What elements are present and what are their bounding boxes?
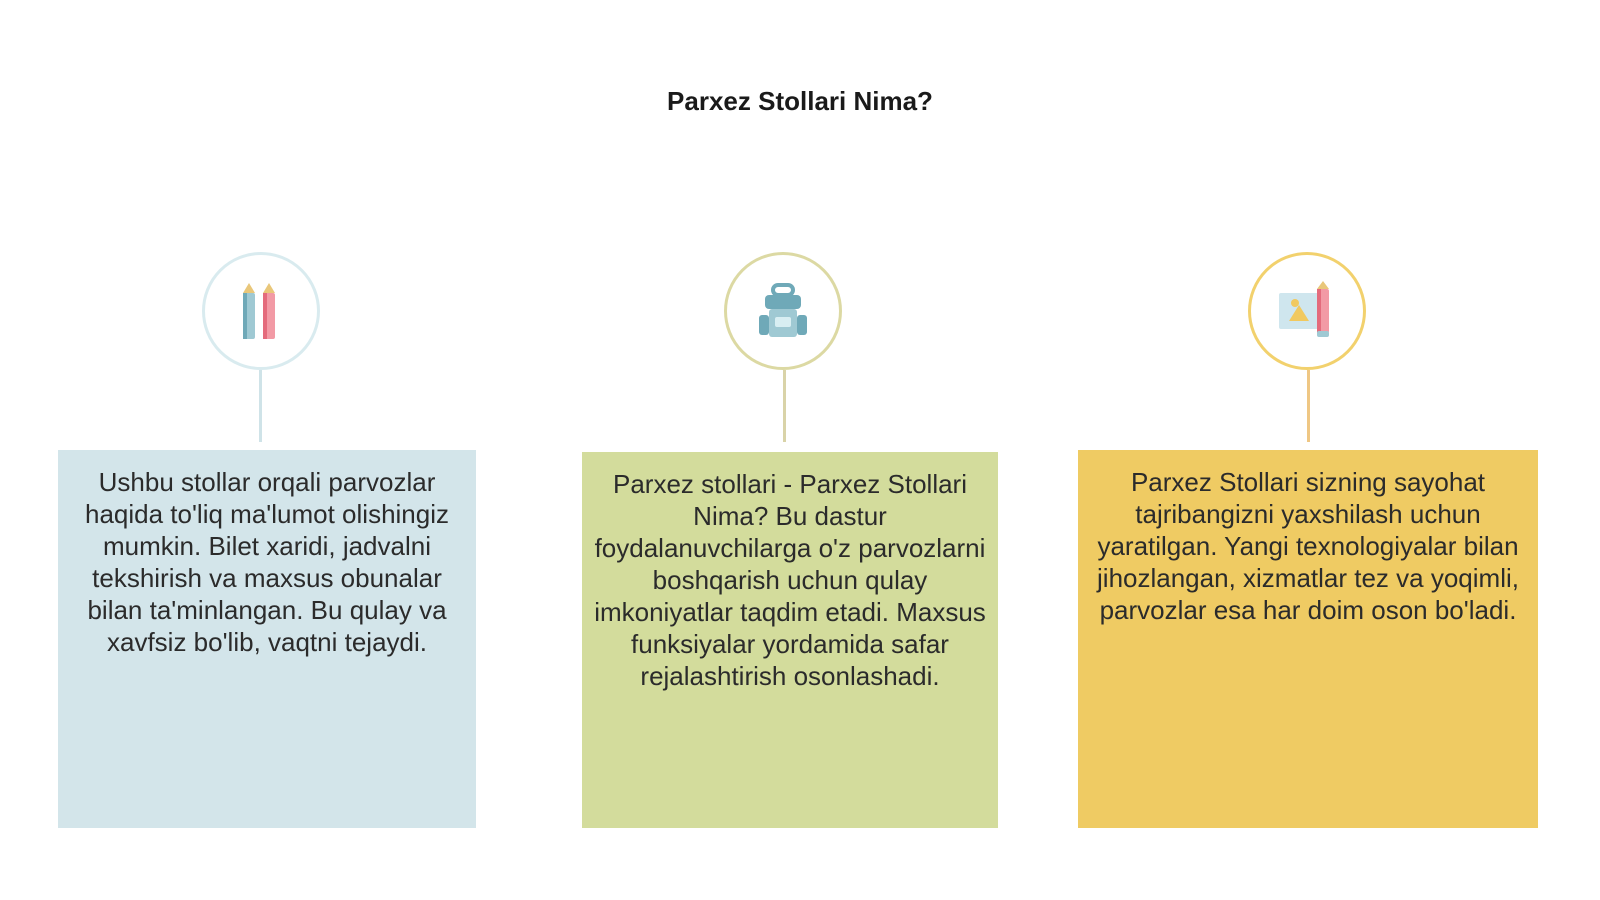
- drawing-pencil-icon: [1275, 281, 1339, 341]
- card-text-3: Parxez Stollari sizning sayohat tajribangizni yaxshilash uchun yaratilgan. Yangi texnologiyalar bilan jihozlangan, xizmatlar tez va yoqimli, parvozlar esa har doim oson bo'ladi.: [1097, 467, 1519, 625]
- connector-line-1: [259, 370, 262, 442]
- pencils-icon: [233, 279, 289, 343]
- backpack-icon: [753, 281, 813, 341]
- connector-line-2: [783, 370, 786, 442]
- card-text-2: Parxez stollari - Parxez Stollari Nima? Bu dastur foydalanuvchilarga o'z parvozlarni boshqarish uchun qulay imkoniyatlar taqdim etadi. Maxsus funksiyalar yordamida safar rejalashtirish osonlashadi.: [594, 469, 986, 691]
- card-text-1: Ushbu stollar orqali parvozlar haqida to'liq ma'lumot olishingiz mumkin. Bilet xaridi, jadvalni tekshirish va maxsus obunalar bilan ta'minlangan. Bu qulay va xavfsiz bo'lib, vaqtni tejaydi.: [84, 467, 449, 657]
- info-card-2: [582, 452, 998, 828]
- info-card-1: [58, 450, 476, 828]
- icon-circle-1: [202, 252, 320, 370]
- page-title: Parxez Stollari Nima?: [667, 86, 933, 116]
- icon-circle-3: [1248, 252, 1366, 370]
- info-card-3: [1078, 450, 1538, 828]
- connector-line-3: [1307, 370, 1310, 442]
- icon-circle-2: [724, 252, 842, 370]
